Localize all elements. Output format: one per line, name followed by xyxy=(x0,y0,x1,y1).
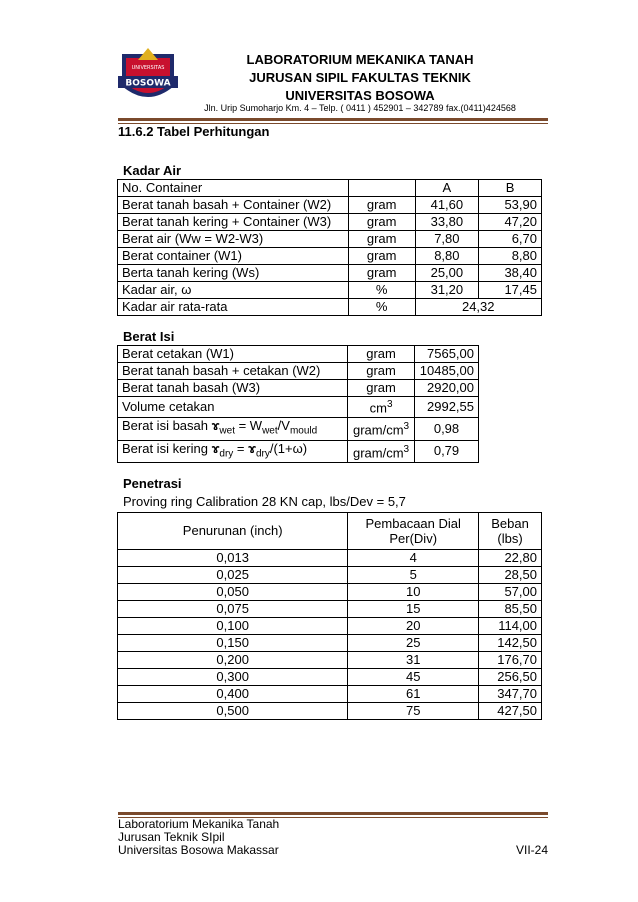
cell-label: Berat cetakan (W1) xyxy=(118,346,348,363)
cell-penurunan: 0,500 xyxy=(118,703,348,720)
table-row xyxy=(118,703,542,720)
cell-a: A xyxy=(415,180,479,197)
cell-a: 41,60 xyxy=(415,197,479,214)
cell-b: 53,90 xyxy=(479,197,542,214)
header-pembacaan xyxy=(348,513,479,550)
header-rule xyxy=(118,118,548,121)
table-row xyxy=(118,231,542,248)
footer-line1: Laboratorium Mekanika Tanah xyxy=(118,817,280,831)
subscript: wet xyxy=(262,425,278,437)
unit-exp: 3 xyxy=(403,421,410,433)
cell-unit: gram xyxy=(348,346,415,363)
cell-label: Kadar air rata-rata xyxy=(118,299,349,316)
cell-dial: 10 xyxy=(348,584,479,601)
cell-dial: 31 xyxy=(348,652,479,669)
cell-dial: 45 xyxy=(348,669,479,686)
cell-dial: 4 xyxy=(348,550,479,567)
cell-label: Berat tanah basah + Container (W2) xyxy=(118,197,349,214)
cell-label: Berta tanah kering (Ws) xyxy=(118,265,349,282)
cell-unit: gram xyxy=(348,214,415,231)
header-text: Per(Div) xyxy=(389,531,438,546)
table-row xyxy=(118,248,542,265)
cell-a: 33,80 xyxy=(415,214,479,231)
table-row xyxy=(118,550,542,567)
table-row xyxy=(118,363,479,380)
cell-unit xyxy=(348,180,415,197)
cell-beban: 85,50 xyxy=(479,601,542,618)
cell-penurunan: 0,150 xyxy=(118,635,348,652)
gamma-symbol: ɤ xyxy=(211,418,220,433)
table-row xyxy=(118,197,542,214)
cell-beban: 22,80 xyxy=(479,550,542,567)
cell-penurunan: 0,050 xyxy=(118,584,348,601)
table-row xyxy=(118,214,542,231)
footer-line3: Universitas Bosowa Makassar xyxy=(118,843,279,857)
cell-label: Berat tanah basah + cetakan (W2) xyxy=(118,363,348,380)
subscript: dry xyxy=(255,448,270,460)
table-row xyxy=(118,265,542,282)
cell-beban: 176,70 xyxy=(479,652,542,669)
cell-beban: 256,50 xyxy=(479,669,542,686)
berat-isi-table xyxy=(117,345,479,463)
cell-dial: 15 xyxy=(348,601,479,618)
table-row xyxy=(118,618,542,635)
cell-value: 7565,00 xyxy=(415,346,479,363)
header-line1: LABORATORIUM MEKANIKA TANAH xyxy=(246,52,474,67)
cell-label: Berat tanah basah (W3) xyxy=(118,380,348,397)
cell-unit: gram xyxy=(348,380,415,397)
cell-dial: 61 xyxy=(348,686,479,703)
cell-beban: 427,50 xyxy=(479,703,542,720)
cell-value: 0,79 xyxy=(415,440,479,463)
cell-label: Kadar air, ω xyxy=(118,282,349,299)
table-row xyxy=(118,380,479,397)
unit-exp: 3 xyxy=(403,443,410,455)
table-row xyxy=(118,601,542,618)
penetrasi-table xyxy=(117,512,542,720)
berat-isi-title: Berat Isi xyxy=(123,329,175,344)
header-text: Beban xyxy=(491,516,529,531)
cell-penurunan: 0,025 xyxy=(118,567,348,584)
table-row xyxy=(118,346,479,363)
cell-b: 47,20 xyxy=(479,214,542,231)
label-text: Berat isi kering xyxy=(122,440,212,456)
table-row xyxy=(118,397,479,418)
cell-label: No. Container xyxy=(118,180,349,197)
cell-penurunan: 0,013 xyxy=(118,550,348,567)
cell-label: Berat air (Ww = W2-W3) xyxy=(118,231,349,248)
cell-unit xyxy=(348,440,415,463)
footer-line2: Jurusan Teknik SIpil xyxy=(118,830,225,844)
cell-beban: 114,00 xyxy=(479,618,542,635)
table-row xyxy=(118,584,542,601)
header-text: Pembacaan Dial xyxy=(365,516,461,531)
table-row xyxy=(118,513,542,550)
cell-unit: gram xyxy=(348,248,415,265)
cell-value: 2920,00 xyxy=(415,380,479,397)
cell-label: Volume cetakan xyxy=(118,397,348,418)
cell-label xyxy=(118,418,348,441)
cell-value: 0,98 xyxy=(415,418,479,441)
cell-unit: gram xyxy=(348,197,415,214)
cell-average: 24,32 xyxy=(415,299,542,316)
table-row xyxy=(118,440,479,463)
penetrasi-title: Penetrasi xyxy=(123,476,182,491)
unit-exp: 3 xyxy=(386,399,393,411)
cell-penurunan: 0,200 xyxy=(118,652,348,669)
header-text: (lbs) xyxy=(497,531,523,546)
cell-b: 17,45 xyxy=(479,282,542,299)
header-line3: UNIVERSITAS BOSOWA xyxy=(285,88,435,103)
table-row xyxy=(118,418,479,441)
cell-dial: 20 xyxy=(348,618,479,635)
label-text: Berat isi basah xyxy=(122,418,212,433)
cell-a: 8,80 xyxy=(415,248,479,265)
table-row xyxy=(118,282,542,299)
header-address: Jln. Urip Sumoharjo Km. 4 – Telp. ( 0411 ) 452901 – 342789 fax.(0411)424568 xyxy=(204,103,516,113)
cell-unit: gram xyxy=(348,231,415,248)
cell-dial: 25 xyxy=(348,635,479,652)
cell-b: 8,80 xyxy=(479,248,542,265)
cell-value: 2992,55 xyxy=(415,397,479,418)
cell-penurunan: 0,075 xyxy=(118,601,348,618)
subscript: mould xyxy=(289,425,318,437)
cell-unit: % xyxy=(348,282,415,299)
cell-unit: % xyxy=(348,299,415,316)
unit-base: cm xyxy=(369,400,387,416)
subscript: wet xyxy=(219,425,235,437)
cell-penurunan: 0,300 xyxy=(118,669,348,686)
header-beban xyxy=(479,513,542,550)
cell-beban: 347,70 xyxy=(479,686,542,703)
cell-dial: 75 xyxy=(348,703,479,720)
cell-a: 25,00 xyxy=(415,265,479,282)
cell-unit: gram xyxy=(348,363,415,380)
cell-a: 31,20 xyxy=(415,282,479,299)
logo-subtext: UNIVERSITAS xyxy=(131,65,165,71)
header-line2: JURUSAN SIPIL FAKULTAS TEKNIK xyxy=(249,70,471,85)
section-title: 11.6.2 Tabel Perhitungan xyxy=(118,124,270,139)
gamma-symbol: ɤ xyxy=(248,440,256,456)
cell-penurunan: 0,100 xyxy=(118,618,348,635)
subscript: dry xyxy=(219,448,234,460)
table-row xyxy=(118,686,542,703)
table-row xyxy=(118,652,542,669)
label-text: /(1+ω) xyxy=(269,440,308,456)
table-row xyxy=(118,567,542,584)
cell-b: 6,70 xyxy=(479,231,542,248)
table-row xyxy=(118,635,542,652)
cell-b: 38,40 xyxy=(479,265,542,282)
cell-beban: 142,50 xyxy=(479,635,542,652)
unit-base: gram/cm xyxy=(352,422,404,438)
cell-beban: 28,50 xyxy=(479,567,542,584)
page-number: VII-24 xyxy=(515,843,548,857)
cell-penurunan: 0,400 xyxy=(118,686,348,703)
kadar-air-title: Kadar Air xyxy=(123,163,182,178)
label-text: = W xyxy=(234,418,263,433)
gamma-symbol: ɤ xyxy=(211,440,220,456)
header-penurunan: Penurunan (inch) xyxy=(118,513,348,550)
logo-text: BOSOWA xyxy=(125,78,171,89)
cell-label xyxy=(118,440,348,463)
cell-dial: 5 xyxy=(348,567,479,584)
calibration-text: Proving ring Calibration 28 KN cap, lbs/Dev = 5,7 xyxy=(123,494,406,509)
table-row xyxy=(118,299,542,316)
unit-base: gram/cm xyxy=(352,445,404,461)
table-row xyxy=(118,669,542,686)
cell-unit xyxy=(348,418,415,441)
label-text: /V xyxy=(277,418,290,433)
cell-label: Berat container (W1) xyxy=(118,248,349,265)
cell-unit xyxy=(348,397,415,418)
label-text: = xyxy=(233,440,249,456)
cell-value: 10485,00 xyxy=(415,363,479,380)
footer-rule xyxy=(118,812,548,815)
table-row xyxy=(118,180,542,197)
cell-beban: 57,00 xyxy=(479,584,542,601)
cell-unit: gram xyxy=(348,265,415,282)
kadar-air-table xyxy=(117,179,542,316)
cell-b: B xyxy=(479,180,542,197)
cell-a: 7,80 xyxy=(415,231,479,248)
cell-label: Berat tanah kering + Container (W3) xyxy=(118,214,349,231)
